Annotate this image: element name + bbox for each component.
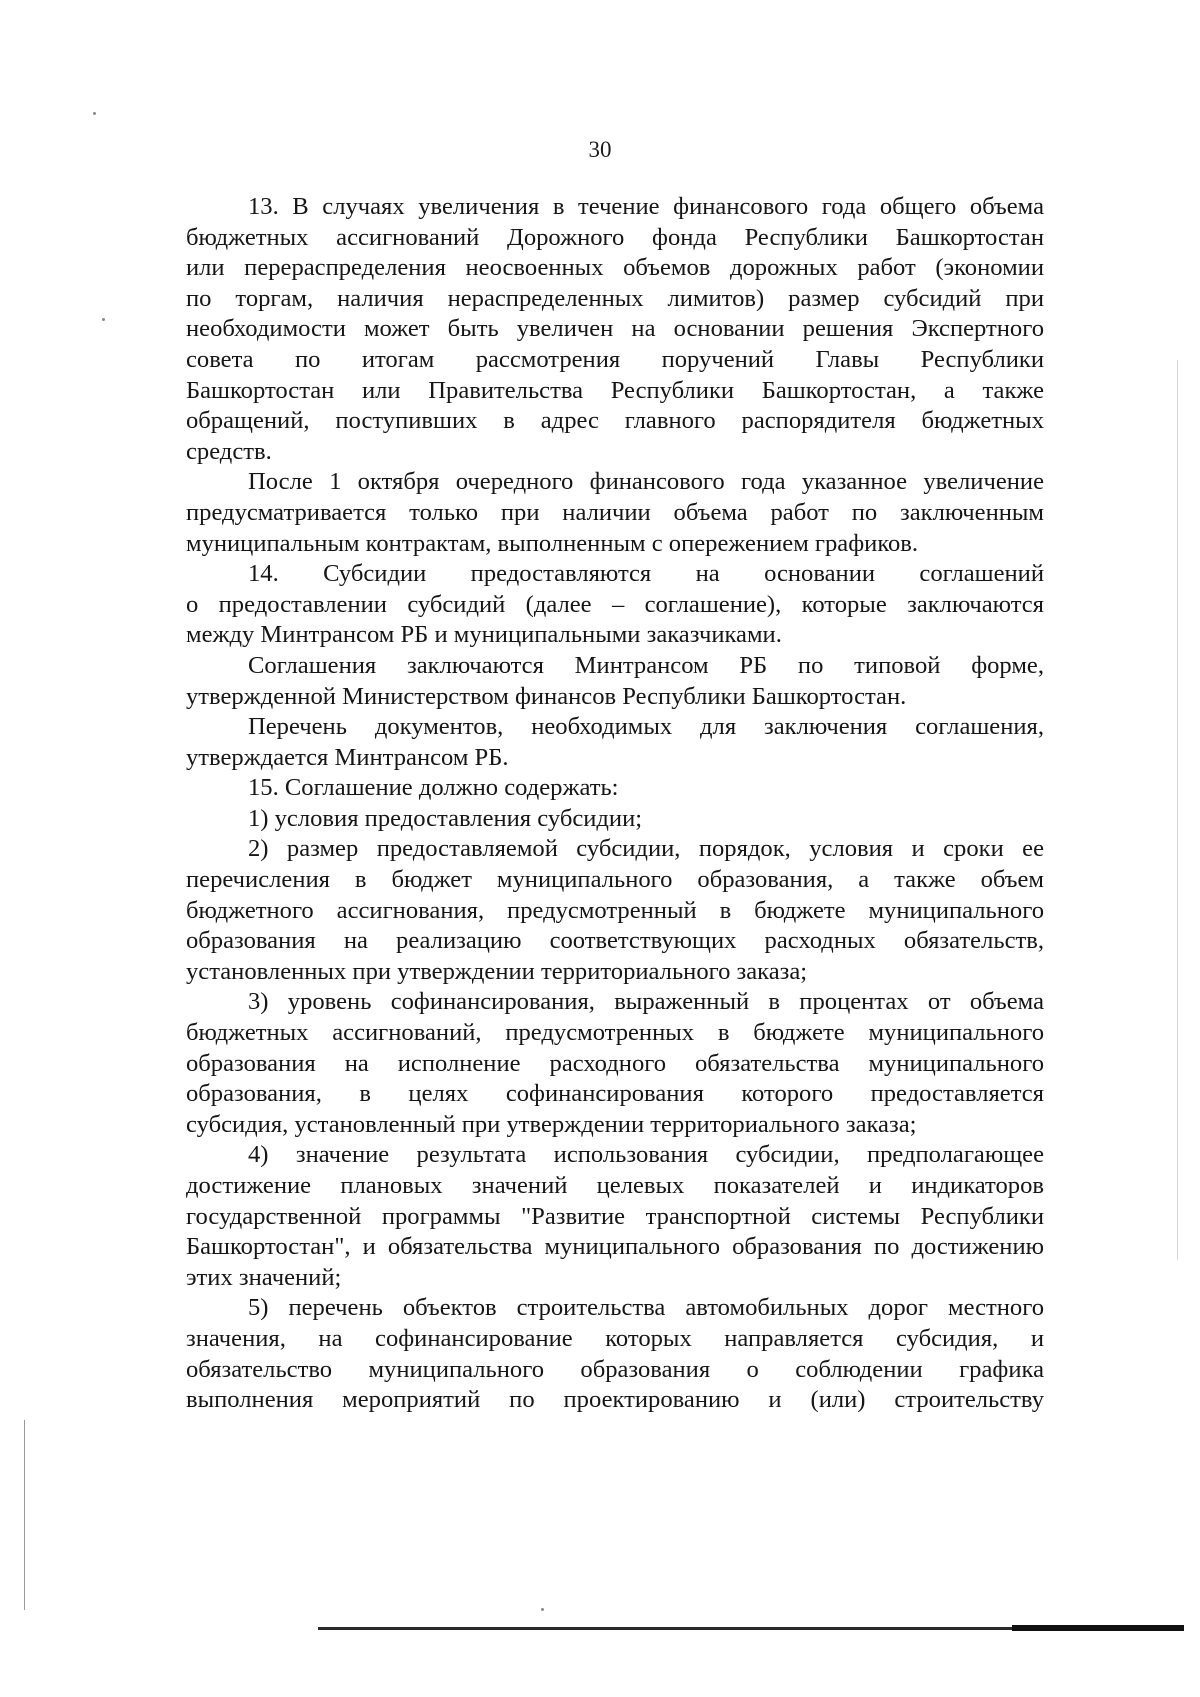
text-line: образования, в целях софинансирования которого предоставляется [186,1080,1044,1108]
paragraph [186,651,1044,712]
paragraph [186,559,1044,651]
text-line: образования на реализацию соответствующих расходных обязательств, [186,927,1044,955]
text-line: Соглашения заключаются Минтрансом РБ по типовой форме, [248,651,1044,679]
text-line: выполнения мероприятий по проектированию и (или) строительству [186,1386,1044,1414]
footer-rule-accent [1012,1625,1184,1631]
text-line: 14. Субсидии предоставляются на основании соглашений [248,560,1044,588]
text-line: необходимости может быть увеличен на основании решения Экспертного [186,315,1044,343]
text-line: Башкортостан или Правительства Республики Башкортостан, а также [186,376,1044,404]
text-line: значения, на софинансирование которых направляется субсидия, и [186,1324,1044,1352]
text-line: бюджетных ассигнований, предусмотренных в бюджете муниципального [186,1019,1044,1047]
text-line: обязательство муниципального образования о соблюдении графика [186,1355,1044,1383]
page-number: 30 [588,137,612,162]
text-line: совета по итогам рассмотрения поручений Главы Республики [186,345,1044,373]
text-line: образования на исполнение расходного обязательства муниципального [186,1049,1044,1077]
text-line: достижение плановых значений целевых показателей и индикаторов [186,1172,1044,1199]
text-line: между Минтрансом РБ и муниципальными заказчиками. [186,621,782,649]
text-line: бюджетных ассигнований Дорожного фонда Республики Башкортостан [186,223,1044,251]
text-line: 1) условия предоставления субсидии; [248,804,643,832]
text-line: о предоставлении субсидий (далее – соглашение), которые заключаются [186,590,1044,618]
paragraph [186,834,1044,987]
text-line: или перераспределения неосвоенных объемов дорожных работ (экономии [186,254,1044,282]
text-line: После 1 октября очередного финансового года указанное увеличение [248,468,1044,496]
text-line: муниципальным контрактам, выполненным с опережением графиков. [186,529,919,557]
text-line: утверждается Минтрансом РБ. [186,743,509,771]
scan-artifact-dot [93,112,96,115]
paragraph [186,467,1044,559]
text-line: предусматривается только при наличии объема работ по заключенным [186,498,1044,526]
text-line: 15. Соглашение должно содержать: [248,774,619,802]
scan-artifact-dot [541,1608,544,1611]
text-line: 3) уровень софинансирования, выраженный в процентах от объема [248,988,1044,1016]
text-line: Перечень документов, необходимых для заключения соглашения, [248,713,1044,741]
text-line: обращений, поступивших в адрес главного распорядителя бюджетных [186,407,1044,435]
text-line: 5) перечень объектов строительства автомобильных дорог местного [248,1294,1044,1322]
paragraph [186,1293,1044,1415]
text-line: субсидия, установленный при утверждении территориального заказа; [186,1110,917,1138]
text-line: 4) значение результата использования субсидии, предполагающее [248,1141,1044,1169]
scan-artifact-line [1177,360,1178,1260]
paragraph [186,987,1044,1140]
scan-artifact-dot [102,318,105,321]
text-line: этих значений; [186,1263,342,1291]
paragraph [186,192,1044,467]
text-line: установленных при утверждении территориального заказа; [186,957,808,985]
text-line: государственной программы "Развитие транспортной системы Республики [186,1202,1044,1230]
text-line: утвержденной Министерством финансов Республики Башкортостан. [186,682,907,710]
scan-artifact-line [24,1420,25,1610]
paragraph [186,773,1044,804]
text-line: перечисления в бюджет муниципального образования, а также объем [186,866,1044,894]
document-body [186,192,1044,1416]
paragraph [186,804,1044,835]
paragraph [186,712,1044,773]
text-line: бюджетного ассигнования, предусмотренный в бюджете муниципального [186,896,1044,924]
paragraph [186,1140,1044,1293]
text-line: средств. [186,437,272,465]
text-line: по торгам, наличия нераспределенных лимитов) размер субсидий при [186,284,1044,312]
text-line: Башкортостан", и обязательства муниципального образования по достижению [186,1233,1044,1261]
text-line: 13. В случаях увеличения в течение финансового года общего объема [248,193,1044,220]
text-line: 2) размер предоставляемой субсидии, порядок, условия и сроки ее [248,835,1044,863]
